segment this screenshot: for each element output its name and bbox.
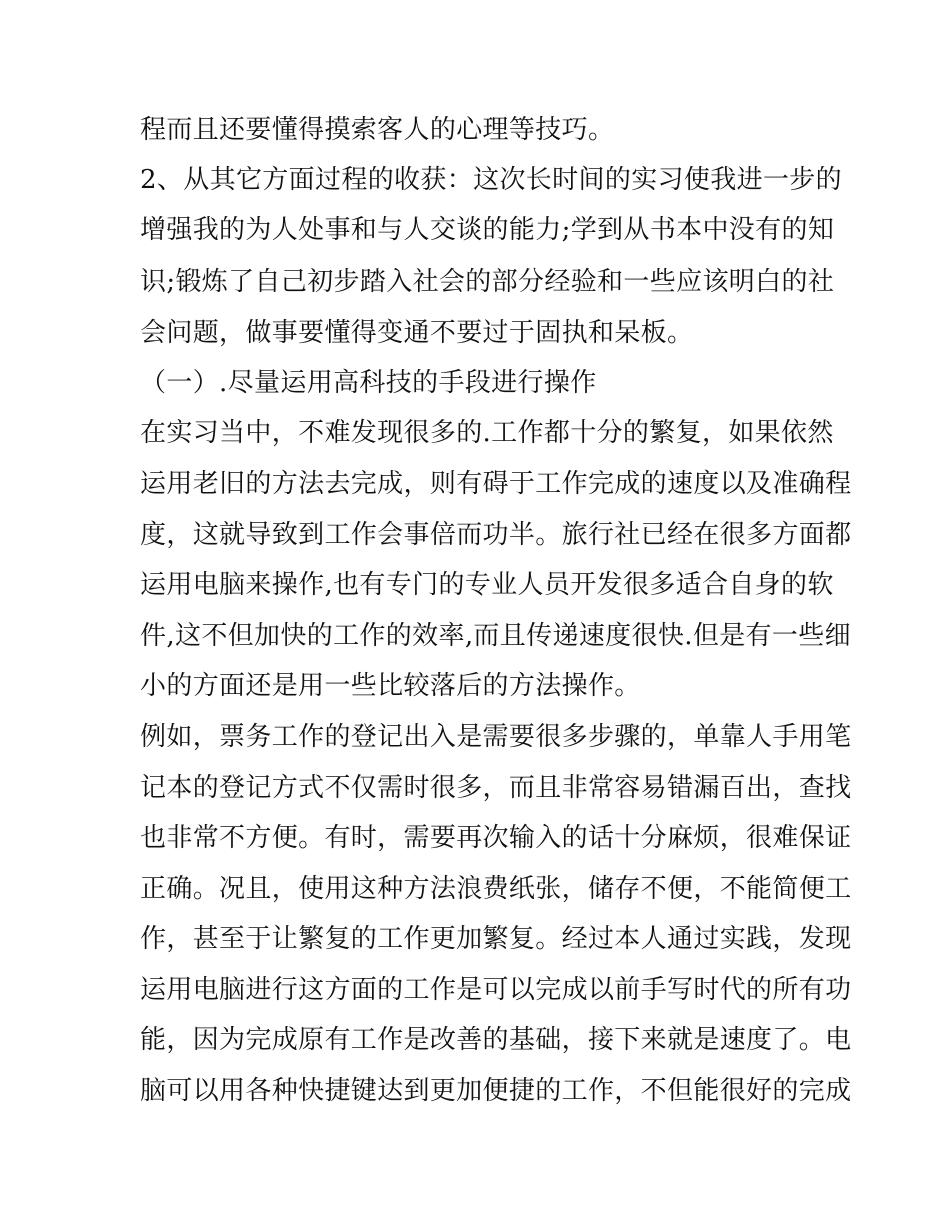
text-line: 在实习当中，不难发现很多的.工作都十分的繁复，如果依然 — [140, 418, 834, 448]
text-line: 记本的登记方式不仅需时很多，而且非常容易错漏百出，查找 — [140, 773, 852, 803]
text-line: 能，因为完成原有工作是改善的基础，接下来就是速度了。电 — [140, 1025, 852, 1055]
text-line: 脑可以用各种快捷键达到更加便捷的工作，不但能很好的完成 — [140, 1076, 852, 1106]
text-line: 度，这就导致到工作会事倍而功半。旅行社已经在很多方面都 — [140, 520, 852, 550]
text-line: 会问题，做事要懂得变通不要过于固执和呆板。 — [140, 318, 694, 348]
text-line: 运用电脑来操作,也有专门的专业人员开发很多适合自身的软 — [140, 570, 834, 600]
text-line: 运用老旧的方法去完成，则有碍于工作完成的速度以及准确程 — [140, 469, 852, 499]
text-line: 运用电脑进行这方面的工作是可以完成以前手写时代的所有功 — [140, 975, 852, 1005]
text-line: 2、从其它方面过程的收获：这次长时间的实习使我进一步的 — [140, 165, 842, 195]
text-line: 程而且还要懂得摸索客人的心理等技巧。 — [140, 115, 615, 145]
text-line: 也非常不方便。有时，需要再次输入的话十分麻烦，很难保证 — [140, 823, 852, 853]
text-line: 正确。况且，使用这种方法浪费纸张，储存不便，不能简便工 — [140, 874, 852, 904]
text-line: 作，甚至于让繁复的工作更加繁复。经过本人通过实践，发现 — [140, 924, 852, 954]
section-heading: （一）.尽量运用高科技的手段进行操作 — [140, 368, 597, 398]
text-line: 增强我的为人处事和与人交谈的能力;学到从书本中没有的知 — [140, 215, 835, 245]
text-line: 小的方面还是用一些比较落后的方法操作。 — [140, 671, 641, 701]
text-line: 例如，票务工作的登记出入是需要很多步骤的，单靠人手用笔 — [140, 722, 852, 752]
text-line: 件,这不但加快的工作的效率,而且传递速度很快.但是有一些细 — [140, 621, 851, 651]
text-line: 识;锻炼了自己初步踏入社会的部分经验和一些应该明白的社 — [140, 267, 835, 297]
